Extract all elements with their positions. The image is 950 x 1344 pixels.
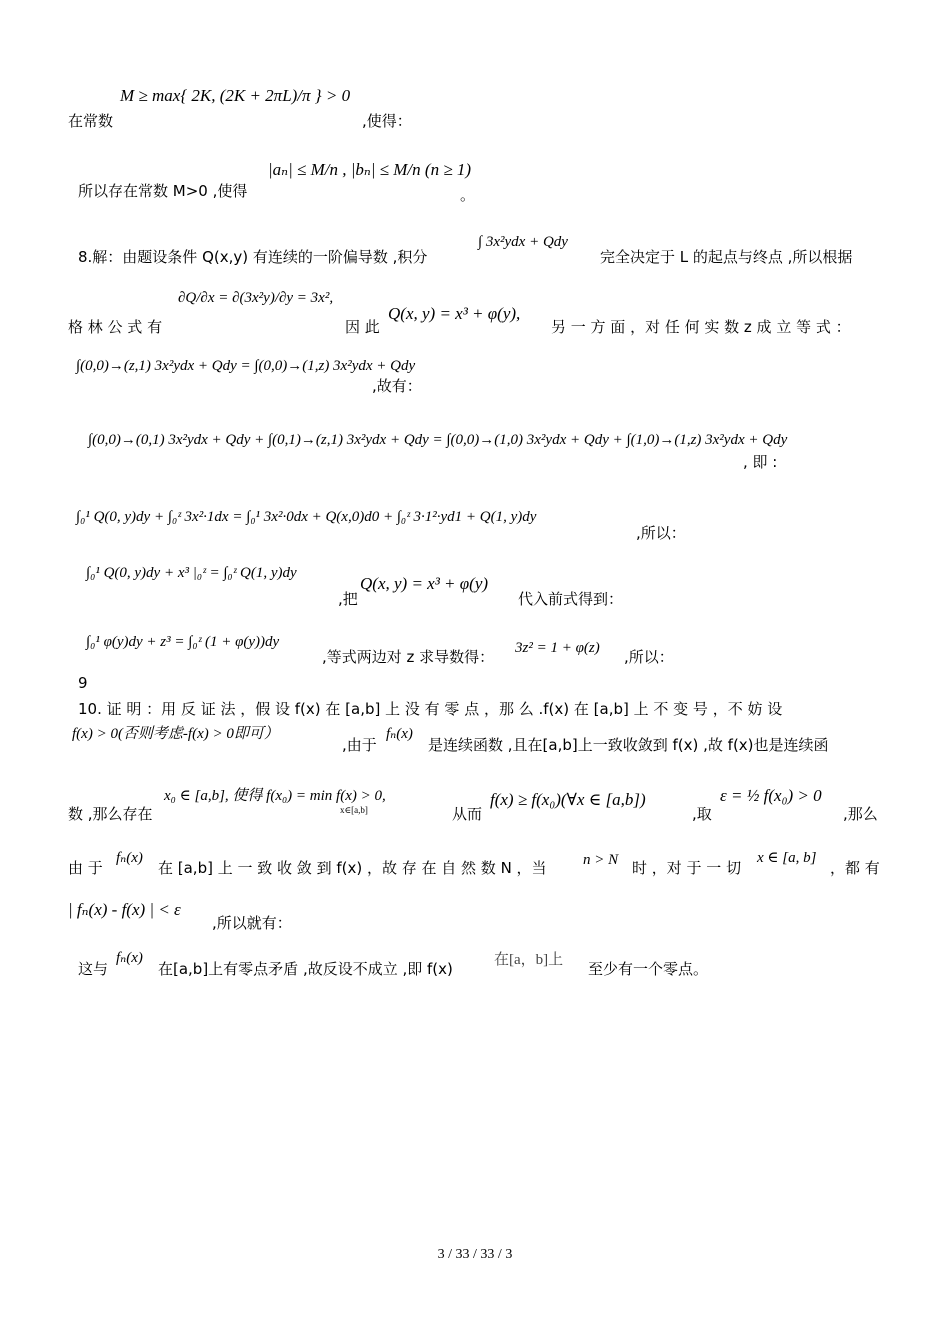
formula-green: ∂Q/∂x = ∂(3x²y)/∂y = 3x², xyxy=(178,290,334,306)
text-line: 所以存在常数 M>0 ,使得 xyxy=(78,182,248,200)
text-line: ,所以： xyxy=(636,524,686,542)
formula-positive: f(x) > 0(否则考虑-f(x) > 0即可） xyxy=(72,726,279,742)
text-line: ,所以就有： xyxy=(212,914,292,932)
text-line: 由 于 xyxy=(68,859,103,877)
page-footer: 3 / 33 / 33 / 3 xyxy=(437,1247,513,1262)
formula-interval: x ∈ [a, b] xyxy=(757,850,817,866)
problem-number: 9 xyxy=(78,674,88,692)
text-line: 在[a,b]上有零点矛盾 ,故反设不成立 ,即 f(x) xyxy=(158,960,453,978)
text-line: 格 林 公 式 有 xyxy=(68,318,163,336)
text-line: ,使得： xyxy=(362,112,412,130)
formula-fn: fₙ(x) xyxy=(386,726,413,742)
formula-evaluated: ∫₀¹ Q(0, y)dy + x³ |₀ᶻ = ∫₀ᶻ Q(1, y)dy xyxy=(86,565,297,581)
text-line: ，都 有 xyxy=(830,859,880,877)
formula-path-split: ∫(0,0)→(0,1) 3x²ydx + Qdy + ∫(0,1)→(z,1) 3x²ydx + Qdy = ∫(0,0)→(1,0) 3x²ydx + Qdy + ∫(1,0)→(1,z) 3x²ydx + Qdy xyxy=(88,432,788,448)
formula-epsilon: ε = ½ f(x₀) > 0 xyxy=(720,786,822,805)
text-line: 因 此 xyxy=(345,318,380,336)
formula-integrals-expanded: ∫₀¹ Q(0, y)dy + ∫₀ᶻ 3x²·1dx = ∫₀¹ 3x²·0dx + Q(x,0)d0 + ∫₀ᶻ 3·1²·yd1 + Q(1, y)dy xyxy=(76,509,537,525)
text-line: 是连续函数 ,且在[a,b]上一致收敛到 f(x) ,故 f(x)也是连续函 xyxy=(428,736,829,754)
text-line: 10. 证 明 ：用 反 证 法 ，假 设 f(x) 在 [a,b] 上 没 有 零 点 ，那 么 .f(x) 在 [a,b] 上 不 变 号 ，不 妨 设 xyxy=(78,700,783,718)
text-line: ,那么 xyxy=(843,805,878,823)
formula-fn: fₙ(x) xyxy=(116,850,143,866)
text-line: , 即 : xyxy=(743,453,778,471)
text-line: ,所以： xyxy=(624,648,674,666)
formula-integral: ∫ 3x²ydx + Qdy xyxy=(478,234,568,250)
text-line: 时 ，对 于 一 切 xyxy=(632,859,742,877)
text-line: 代入前式得到： xyxy=(518,590,624,608)
text-line: 这与 xyxy=(78,960,109,978)
text-line: 在 [a,b] 上 一 致 收 敛 到 f(x) ，故 存 在 自 然 数 N ，当 xyxy=(158,859,547,877)
formula-derivative: 3z² = 1 + φ(z) xyxy=(515,640,600,656)
text-line: 数 ,那么存在 xyxy=(68,805,153,823)
formula-m-bound: M ≥ max{ 2K, (2K + 2πL)/π } > 0 xyxy=(120,86,351,105)
text-line: 。 xyxy=(460,186,476,204)
text-line: 从而 xyxy=(452,805,483,823)
text-line: ,把 xyxy=(338,590,358,608)
formula-lower-bound: f(x) ≥ f(x₀)(∀x ∈ [a,b]) xyxy=(490,790,646,809)
formula-uniform-bound: | fₙ(x) - f(x) | < ε xyxy=(68,900,181,919)
text-line: 另 一 方 面 ，对 任 何 实 数 z 成 立 等 式 ： xyxy=(551,318,851,336)
formula-coefficient-bound: |aₙ| ≤ M/n , |bₙ| ≤ M/n (n ≥ 1) xyxy=(268,160,472,179)
text-line: 8.解：由题设条件 Q(x,y) 有连续的一阶偏导数 ,积分 xyxy=(78,248,428,266)
formula-q-def: Q(x, y) = x³ + φ(y) xyxy=(360,574,489,593)
formula-q-def: Q(x, y) = x³ + φ(y), xyxy=(388,304,521,323)
text-line: 至少有一个零点。 xyxy=(588,960,709,978)
formula-interval-text: 在[a，b]上 xyxy=(494,952,564,968)
text-line: 在常数 xyxy=(68,112,114,130)
formula-phi-integral: ∫₀¹ φ(y)dy + z³ = ∫₀ᶻ (1 + φ(y))dy xyxy=(86,634,280,650)
text-line: 完全决定于 L 的起点与终点 ,所以根据 xyxy=(600,248,853,266)
formula-path-equality: ∫(0,0)→(z,1) 3x²ydx + Qdy = ∫(0,0)→(1,z) 3x²ydx + Qdy xyxy=(76,358,416,374)
formula-min-subscript: x∈[a,b] xyxy=(340,805,368,815)
text-line: ,故有： xyxy=(372,377,422,395)
text-line: ,取 xyxy=(692,805,712,823)
text-line: ,等式两边对 z 求导数得： xyxy=(322,648,495,666)
formula-fn: fₙ(x) xyxy=(116,950,143,966)
formula-min: x₀ ∈ [a,b], 使得 f(x₀) = min f(x) > 0, xyxy=(164,788,386,804)
formula-n-gt-n: n > N xyxy=(583,852,619,868)
text-line: ,由于 xyxy=(342,736,377,754)
